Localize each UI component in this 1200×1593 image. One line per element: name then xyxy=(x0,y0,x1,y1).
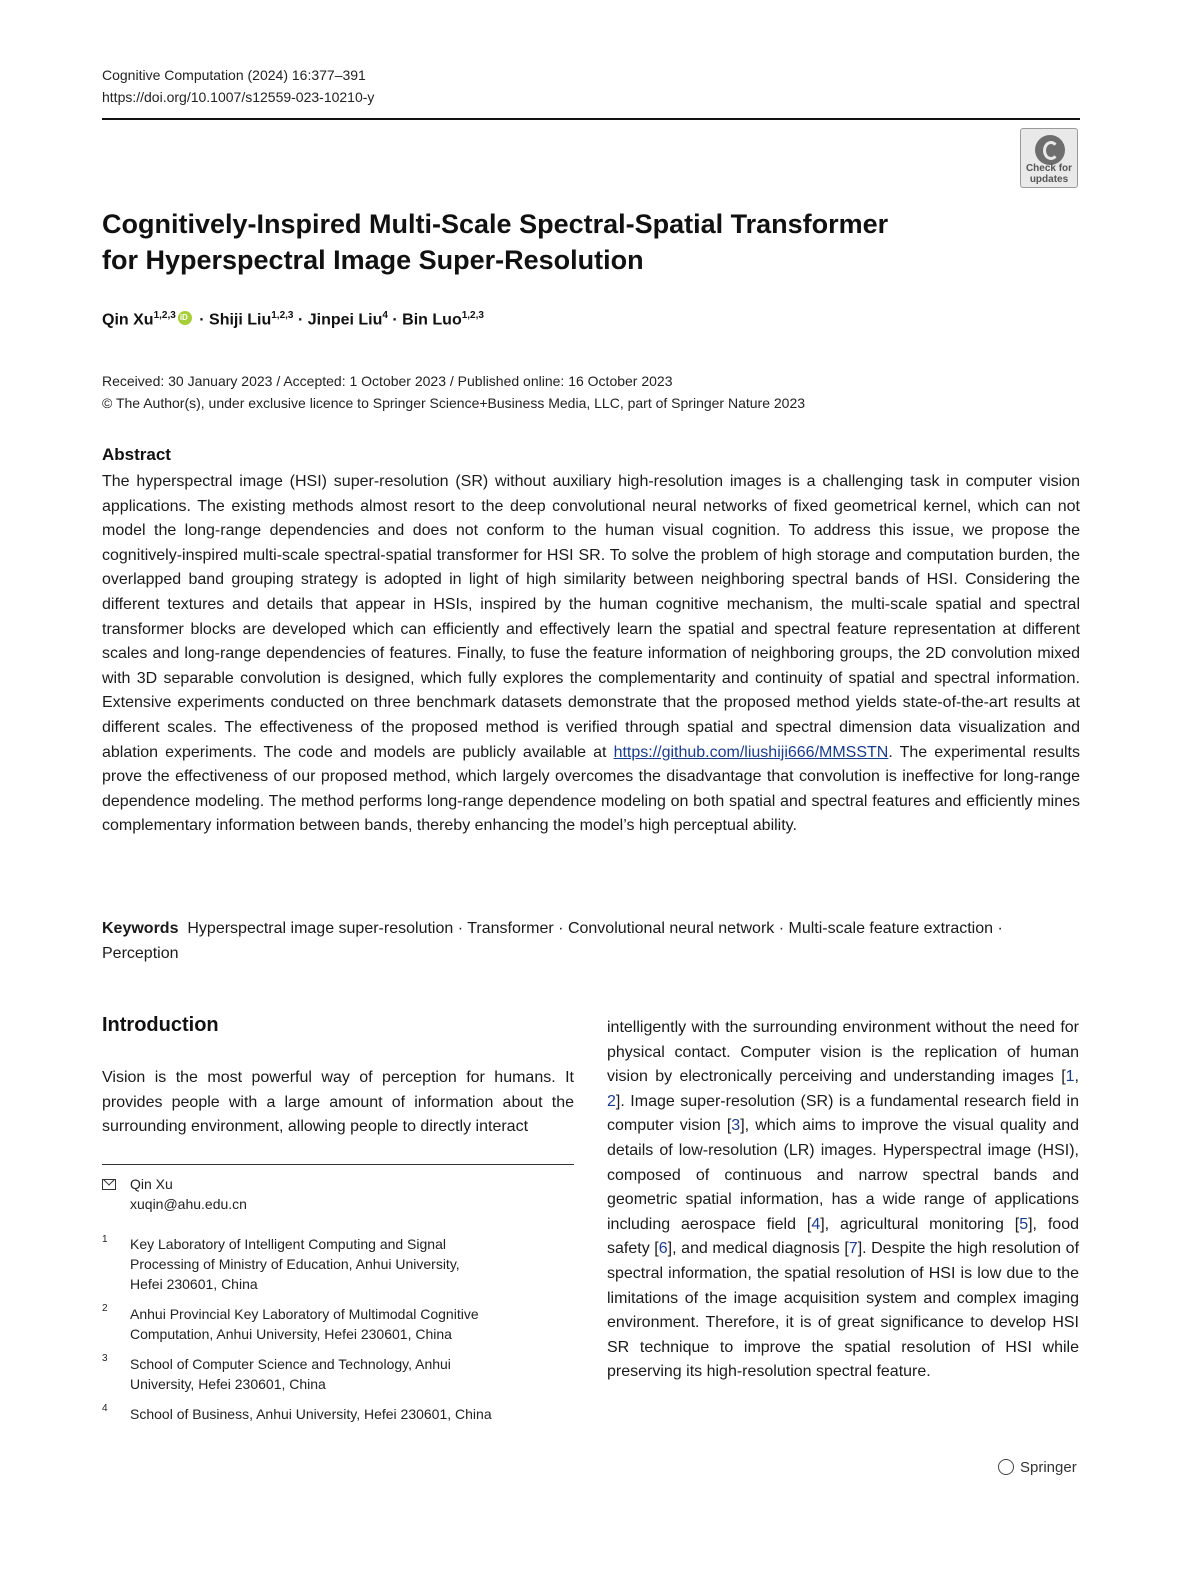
affiliation-line: Key Laboratory of Intelligent Computing and Signal xyxy=(130,1236,446,1252)
title-line-2: for Hyperspectral Image Super-Resolution xyxy=(102,245,644,275)
publisher-logo xyxy=(998,1459,1077,1476)
keywords xyxy=(102,916,1032,966)
affiliation-line: School of Business, Anhui University, Hefei 230601, China xyxy=(130,1406,492,1422)
intro-text: ], agricultural monitoring [ xyxy=(820,1215,1020,1233)
abstract-text: The hyperspectral image (HSI) super-resolution (SR) without auxiliary high-resolution images is a challenging task in computer vision applications. The existing methods almost resort to the deep convolutional neural networks of fixed geometrical kernel, which can not model the long-range dependencies and does not conform to the human visual cognition. To address this issue, we propose the cognitively-inspired multi-scale spectral-spatial transformer for HSI SR. To solve the problem of high storage and computation burden, the overlapped band grouping strategy is adopted in light of high similarity between neighboring spectral bands of HSI. Considering the different textures and details that appear in HSIs, inspired by the human cognitive mechanism, the multi-scale spatial and spectral transformer blocks are developed which can efficiently and effectively learn the spatial and spectral feature representation at different scales and long-range dependencies of features. Finally, to fuse the feature information of neighboring groups, the 2D convolution mixed with 3D separable convolution is designed, which fully explores the complementarity and continuity of spatial and spectral information. Extensive experiments conducted on three benchmark datasets demonstrate that the proposed method yields state-of-the-art results at different scales. The effectiveness of the proposed method is verified through spatial and spectral dimension data visualization and ablation experiments. The code and models are publicly available at xyxy=(102,473,1080,761)
header-rule xyxy=(102,118,1080,120)
intro-text: intelligently with the surrounding environment without the need for physical contact. Computer vision is the replication of human vision by electronically perceiving and understanding images [ xyxy=(607,1019,1079,1086)
intro-text: ]. Image super-resolution (SR) is a fundamental research field in computer vision [ xyxy=(607,1092,1079,1135)
code-link[interactable]: https://github.com/liushiji666/MMSSTN xyxy=(613,743,889,761)
affiliation-number: 3 xyxy=(102,1353,108,1364)
keywords-text: Hyperspectral image super-resolution · Transformer · Convolutional neural network · Multi-scale feature extraction · Perception xyxy=(102,920,1003,962)
abstract-text-end: . The experimental results prove the effectiveness of our proposed method, which largely overcomes the disadvantage that convolution is ineffective for long-range dependence modeling. The method performs long-range dependence modeling on both spatial and spectral features and efficiently mines complementary information between bands, thereby enhancing the model’s high perceptual ability. xyxy=(102,743,1081,835)
footnote-rule xyxy=(102,1164,574,1165)
author-name[interactable]: Bin Luo xyxy=(402,311,462,329)
corresponding-name: Qin Xu xyxy=(130,1176,173,1192)
envelope-icon xyxy=(102,1179,116,1190)
affiliation-number: 2 xyxy=(102,1303,108,1314)
publication-dates xyxy=(102,370,805,414)
doi-link[interactable]: https://doi.org/10.1007/s12559-023-10210-y xyxy=(102,89,375,105)
author-separator: · xyxy=(387,311,403,329)
affiliation-1 xyxy=(130,1234,460,1294)
citation-link[interactable]: 6 xyxy=(658,1240,668,1258)
author-affil: 4 xyxy=(382,310,388,321)
intro-text: ], and medical diagnosis [ xyxy=(667,1240,849,1258)
dates-line: Received: 30 January 2023 / Accepted: 1 October 2023 / Published online: 16 October 2023 xyxy=(102,373,673,389)
affiliation-line: Processing of Ministry of Education, Anhui University, xyxy=(130,1256,460,1272)
intro-text: ], food safety [ xyxy=(607,1215,1080,1258)
citation-link[interactable]: 5 xyxy=(1019,1215,1029,1233)
keywords-label: Keywords xyxy=(102,920,179,937)
affiliation-line: Computation, Anhui University, Hefei 230601, China xyxy=(130,1326,452,1342)
affiliation-4 xyxy=(130,1404,492,1424)
citation-link[interactable]: 1 xyxy=(1065,1068,1075,1086)
crossmark-icon xyxy=(1035,135,1065,165)
copyright-line: © The Author(s), under exclusive licence to Springer Science+Business Media, LLC, part of Springer Nature 2023 xyxy=(102,395,806,411)
author-name[interactable]: Qin Xu xyxy=(102,311,154,329)
citation-link[interactable]: 7 xyxy=(848,1240,858,1258)
author-name[interactable]: Shiji Liu xyxy=(209,311,272,329)
affiliation-line: University, Hefei 230601, China xyxy=(130,1376,326,1392)
affiliation-2 xyxy=(130,1304,479,1344)
title-line-1: Cognitively-Inspired Multi-Scale Spectral-Spatial Transformer xyxy=(102,209,889,239)
paper-title xyxy=(102,206,1002,278)
citation-link[interactable]: 4 xyxy=(811,1215,821,1233)
publisher-name: Springer xyxy=(1020,1459,1077,1476)
check-for-updates-badge[interactable] xyxy=(1020,128,1078,188)
corresponding-email[interactable]: xuqin@ahu.edu.cn xyxy=(130,1196,247,1212)
intro-right-column: intelligently with the surrounding environment without the need for physical contact. Computer vision is the replication of human vision by electronically perceiving and understanding images [1, 2]. Image super-resolution (SR) is a fundamental research field in computer vision [3], which aims to improve the visual quality and details of low-resolution (LR) images. Hyperspectral image (HSI), composed of continuous and narrow spectral bands and geometric spatial information, has a wide range of applications including aerospace field [4], agricultural monitoring [5], food safety [6], and medical diagnosis [7]. Despite the high resolution of spectral information, the spatial resolution of HSI is low due to the limitations of the image acquisition system and complex imaging environment. Therefore, it is of great significance to develop HSI SR technique to improve the spatial resolution of HSI while preserving its high-resolution spectral feature. xyxy=(607,1019,1080,1381)
intro-text: ]. Despite the high resolution of spectral information, the spatial resolution of HSI is low due to the limitations of the image acquisition system and complex imaging environment. Therefore, it is of great significance to develop HSI SR technique to improve the spatial resolution of HSI while preserving its high-resolution spectral feature. xyxy=(607,1240,1080,1381)
affiliation-number: 1 xyxy=(102,1234,108,1245)
affiliation-number: 4 xyxy=(102,1403,108,1414)
springer-horse-icon xyxy=(998,1459,1014,1475)
corresponding-author xyxy=(130,1174,247,1214)
author-separator: · xyxy=(194,311,210,329)
author-name[interactable]: Jinpei Liu xyxy=(307,311,383,329)
affiliation-line: School of Computer Science and Technology, Anhui xyxy=(130,1356,451,1372)
author-list xyxy=(102,310,484,329)
abstract-heading: Abstract xyxy=(102,445,171,464)
affiliation-3 xyxy=(130,1354,451,1394)
author-separator: · xyxy=(293,311,308,329)
affiliation-line: Hefei 230601, China xyxy=(130,1276,258,1292)
abstract-body xyxy=(102,470,1080,839)
intro-text: ], which aims to improve the visual quality and details of low-resolution (LR) images. Hyperspectral image (HSI), composed of continuous and narrow spectral bands and geometric spatial information, has a wide range of applications including aerospace field [ xyxy=(607,1117,1080,1233)
badge-label: Check for updates xyxy=(1025,163,1073,185)
journal-citation: Cognitive Computation (2024) 16:377–391 xyxy=(102,67,366,83)
citation-link[interactable]: 2 xyxy=(607,1092,616,1110)
orcid-icon[interactable] xyxy=(178,311,192,325)
author-affil: 1,2,3 xyxy=(461,310,484,321)
intro-left-column: Vision is the most powerful way of perception for humans. It provides people with a large amount of information about the surrounding environment, allowing people to directly interact xyxy=(102,1069,574,1136)
affiliation-line: Anhui Provincial Key Laboratory of Multimodal Cognitive xyxy=(130,1306,479,1322)
author-affil: 1,2,3 xyxy=(271,310,294,321)
journal-header xyxy=(102,64,374,108)
citation-link[interactable]: 3 xyxy=(731,1117,741,1135)
author-affil: 1,2,3 xyxy=(153,310,176,321)
introduction-heading: Introduction xyxy=(102,1014,219,1036)
